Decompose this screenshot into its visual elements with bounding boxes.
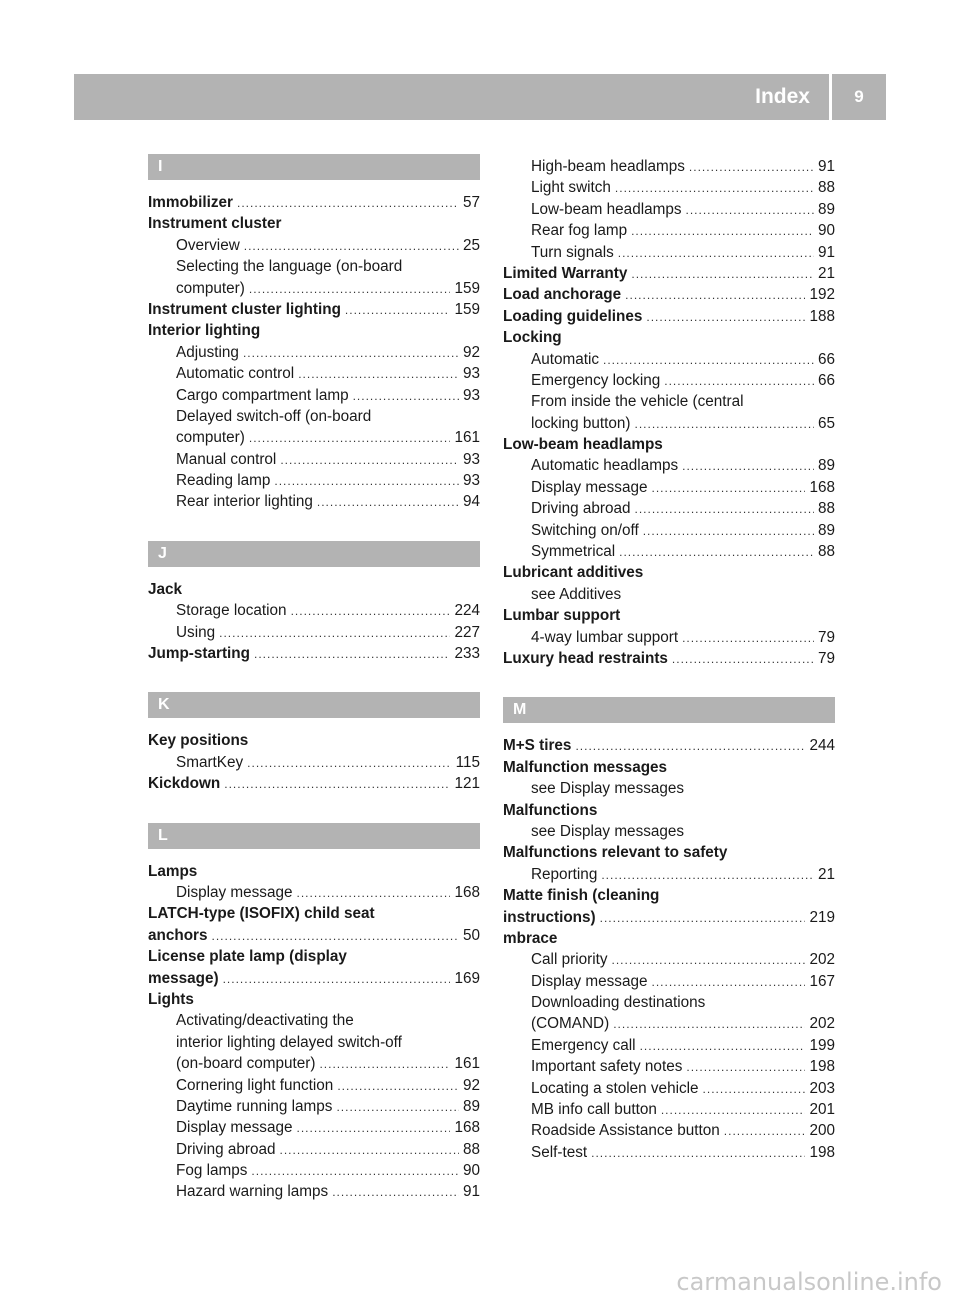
- index-subentry: [148, 1032, 480, 1053]
- entry-label: (on-board computer): [176, 1055, 316, 1073]
- index-entry: [148, 579, 480, 600]
- dot-leader: [575, 736, 805, 757]
- entry-label: Fog lamps: [176, 1162, 248, 1180]
- entry-label: Load anchorage: [503, 286, 622, 304]
- page-reference[interactable]: 227: [454, 623, 480, 641]
- page-reference[interactable]: 92: [462, 343, 480, 361]
- page-reference[interactable]: 89: [817, 200, 835, 218]
- entry-label: Roadside Assistance button: [531, 1122, 720, 1140]
- page-reference[interactable]: 88: [462, 1140, 480, 1158]
- page-reference[interactable]: 169: [454, 969, 480, 987]
- entry-label: SmartKey: [176, 753, 244, 771]
- entry-label: Low-beam headlamps: [503, 436, 663, 454]
- dot-leader: [600, 908, 806, 929]
- entry-label: Delayed switch-off (on-board: [176, 407, 372, 425]
- page-number: 9: [854, 87, 864, 106]
- dot-leader: [298, 364, 459, 385]
- entry-label: Automatic headlamps: [531, 457, 679, 475]
- page-reference[interactable]: 192: [809, 286, 835, 304]
- dot-leader: [664, 371, 814, 392]
- index-subentry[interactable]: [503, 349, 835, 370]
- dot-leader: [274, 471, 459, 492]
- dot-leader: [601, 865, 814, 886]
- index-subentry[interactable]: [503, 1078, 835, 1099]
- index-subentry[interactable]: [503, 864, 835, 885]
- page-reference[interactable]: 188: [809, 307, 835, 325]
- dot-leader: [625, 285, 805, 306]
- index-subentry: [503, 778, 835, 799]
- entry-label: Call priority: [531, 951, 608, 969]
- dot-leader: [651, 478, 805, 499]
- entry-label: Malfunctions relevant to safety: [503, 844, 728, 862]
- index-entry: [503, 562, 835, 583]
- dot-leader: [336, 1097, 459, 1118]
- page-reference[interactable]: 93: [462, 386, 480, 404]
- page-reference[interactable]: 159: [454, 300, 480, 318]
- entry-label: Rear fog lamp: [531, 222, 628, 240]
- index-entry: [503, 434, 835, 455]
- entry-label: anchors: [148, 926, 208, 944]
- index-entry[interactable]: [148, 643, 480, 664]
- index-entry: [503, 885, 835, 906]
- entry-label: Low-beam headlamps: [531, 200, 682, 218]
- page-reference[interactable]: 201: [809, 1101, 835, 1119]
- index-subentry[interactable]: [148, 882, 480, 903]
- entry-label: Adjusting: [176, 343, 239, 361]
- dot-leader: [280, 450, 459, 471]
- entry-label: Lamps: [148, 862, 198, 880]
- dot-leader: [224, 774, 450, 795]
- page-reference[interactable]: 88: [817, 500, 835, 518]
- index-entry: [148, 946, 480, 967]
- entry-label: Light switch: [531, 179, 611, 197]
- page-reference[interactable]: 21: [817, 865, 835, 883]
- dot-leader: [682, 456, 814, 477]
- index-subentry: [148, 1010, 480, 1031]
- index-subentry[interactable]: [148, 427, 480, 448]
- index-entry[interactable]: [503, 306, 835, 327]
- index-subentry[interactable]: [503, 498, 835, 519]
- index-subentry[interactable]: [148, 1053, 480, 1074]
- index-entry: [148, 213, 480, 234]
- page-reference[interactable]: 198: [809, 1058, 835, 1076]
- dot-leader: [254, 644, 450, 665]
- index-entry: [503, 757, 835, 778]
- dot-leader: [634, 499, 814, 520]
- entry-label: Limited Warranty: [503, 264, 628, 282]
- entry-label: Key positions: [148, 732, 249, 750]
- index-subentry[interactable]: [503, 1035, 835, 1056]
- entry-label: instructions): [503, 908, 596, 926]
- index-entry: [503, 605, 835, 626]
- index-subentry[interactable]: [503, 971, 835, 992]
- page-reference[interactable]: 88: [817, 179, 835, 197]
- page-reference[interactable]: 66: [817, 350, 835, 368]
- entry-label: MB info call button: [531, 1101, 657, 1119]
- dot-leader: [345, 300, 451, 321]
- dot-leader: [317, 492, 459, 513]
- index-subentry[interactable]: [148, 1096, 480, 1117]
- section-gap: [148, 664, 480, 692]
- index-subentry[interactable]: [148, 235, 480, 256]
- index-subentry[interactable]: [503, 220, 835, 241]
- entry-label: Daytime running lamps: [176, 1097, 333, 1115]
- index-subentry[interactable]: [503, 199, 835, 220]
- entry-label: Cargo compartment lamp: [176, 386, 349, 404]
- page-reference[interactable]: 89: [817, 521, 835, 539]
- page-reference[interactable]: 161: [454, 1055, 480, 1073]
- index-entry[interactable]: [503, 284, 835, 305]
- index-subentry[interactable]: [503, 520, 835, 541]
- index-entry[interactable]: [148, 925, 480, 946]
- page-reference[interactable]: 203: [809, 1079, 835, 1097]
- entry-label: Lights: [148, 990, 194, 1008]
- index-entry[interactable]: [148, 192, 480, 213]
- index-subentry[interactable]: [503, 1099, 835, 1120]
- index-subentry[interactable]: [148, 1181, 480, 1202]
- entry-label: Turn signals: [531, 243, 614, 261]
- entry-label: High-beam headlamps: [531, 158, 685, 175]
- dot-leader: [591, 1143, 805, 1164]
- entry-label: Display message: [176, 1119, 293, 1137]
- entry-label: Automatic: [531, 350, 600, 368]
- dot-leader: [631, 264, 814, 285]
- index-entry: [148, 320, 480, 341]
- dot-leader: [296, 883, 450, 904]
- page-reference[interactable]: 90: [462, 1162, 480, 1180]
- entry-label: Important safety notes: [531, 1058, 683, 1076]
- index-entry: [503, 800, 835, 821]
- index-subentry: [503, 391, 835, 412]
- page-reference[interactable]: 50: [462, 926, 480, 944]
- dot-leader: [619, 542, 814, 563]
- index-subentry[interactable]: [148, 342, 480, 363]
- index-entry: [148, 730, 480, 751]
- index-subentry[interactable]: [148, 278, 480, 299]
- index-subentry[interactable]: [503, 413, 835, 434]
- page-reference[interactable]: 89: [462, 1097, 480, 1115]
- entry-label: Storage location: [176, 602, 287, 620]
- page-reference[interactable]: 66: [817, 371, 835, 389]
- entry-label: Malfunctions: [503, 801, 598, 819]
- dot-leader: [646, 307, 805, 328]
- dot-leader: [279, 1140, 459, 1161]
- page-reference[interactable]: 57: [462, 194, 480, 211]
- entry-label: Display message: [531, 972, 648, 990]
- entry-label: Interior lighting: [148, 322, 261, 340]
- entry-label: From inside the vehicle (central: [531, 393, 744, 411]
- index-subentry: [148, 256, 480, 277]
- dot-leader: [682, 628, 814, 649]
- page-reference[interactable]: 89: [817, 457, 835, 475]
- page-reference[interactable]: 219: [809, 908, 835, 926]
- entry-label: Instrument cluster lighting: [148, 300, 341, 318]
- index-subentry[interactable]: [503, 370, 835, 391]
- entry-label: (COMAND): [531, 1015, 610, 1033]
- dot-leader: [353, 386, 459, 407]
- index-subentry[interactable]: [148, 449, 480, 470]
- dot-leader: [703, 1079, 806, 1100]
- entry-label: Lumbar support: [503, 607, 621, 625]
- index-subentry[interactable]: [148, 385, 480, 406]
- dot-leader: [635, 414, 814, 435]
- page-reference[interactable]: 79: [817, 628, 835, 646]
- page-reference[interactable]: 93: [462, 365, 480, 383]
- entry-label: Cornering light function: [176, 1076, 334, 1094]
- index-subentry[interactable]: [503, 949, 835, 970]
- entry-label: Luxury head restraints: [503, 649, 668, 667]
- index-entry: [503, 928, 835, 949]
- page-reference[interactable]: 168: [454, 883, 480, 901]
- index-entry: [148, 989, 480, 1010]
- dot-leader: [319, 1054, 450, 1075]
- entry-label: see Display messages: [531, 822, 685, 840]
- page-reference[interactable]: 121: [454, 775, 480, 793]
- index-subentry[interactable]: [503, 1142, 835, 1163]
- dot-leader: [244, 236, 459, 257]
- entry-label: Locating a stolen vehicle: [531, 1079, 699, 1097]
- entry-label: LATCH-type (ISOFIX) child seat: [148, 905, 375, 923]
- dot-leader: [643, 521, 814, 542]
- dot-leader: [337, 1076, 459, 1097]
- index-subentry[interactable]: [148, 363, 480, 384]
- page-reference[interactable]: 94: [462, 493, 480, 511]
- index-subentry[interactable]: [148, 1117, 480, 1138]
- dot-leader: [640, 1036, 806, 1057]
- entry-label: Locking: [503, 329, 562, 347]
- dot-leader: [249, 279, 451, 300]
- entry-label: locking button): [531, 414, 631, 432]
- index-subentry[interactable]: [148, 752, 480, 773]
- page-reference[interactable]: 202: [809, 951, 835, 969]
- entry-label: Immobilizer: [148, 194, 233, 211]
- page-reference[interactable]: 168: [809, 478, 835, 496]
- entry-label: Automatic control: [176, 365, 295, 383]
- index-entry: [148, 861, 480, 882]
- index-column-right: [503, 156, 835, 1163]
- page-reference[interactable]: 198: [809, 1143, 835, 1161]
- index-subentry[interactable]: [148, 600, 480, 621]
- dot-leader: [612, 950, 806, 971]
- dot-leader: [615, 178, 814, 199]
- index-entry[interactable]: [503, 263, 835, 284]
- entry-label: Display message: [531, 478, 648, 496]
- entry-label: Loading guidelines: [503, 307, 643, 325]
- page-reference[interactable]: 79: [817, 649, 835, 667]
- entry-label: mbrace: [503, 929, 558, 947]
- dot-leader: [223, 969, 451, 990]
- entry-label: Self-test: [531, 1143, 588, 1161]
- page-reference[interactable]: 167: [809, 972, 835, 990]
- page-header: [74, 74, 886, 120]
- page-reference[interactable]: 90: [817, 222, 835, 240]
- section-letter-heading: L: [148, 823, 480, 849]
- entry-label: computer): [176, 429, 245, 447]
- index-entry: [503, 842, 835, 863]
- entry-label: Matte finish (cleaning: [503, 887, 660, 905]
- entry-label: Overview: [176, 236, 240, 254]
- page-reference[interactable]: 91: [817, 243, 835, 261]
- page-reference[interactable]: 159: [454, 279, 480, 297]
- section-letter-heading: K: [148, 692, 480, 718]
- entry-label: Manual control: [176, 450, 277, 468]
- index-subentry[interactable]: [503, 156, 835, 177]
- dot-leader: [212, 926, 459, 947]
- dot-leader: [651, 972, 805, 993]
- index-column-left: [148, 154, 480, 1203]
- page-reference[interactable]: 161: [454, 429, 480, 447]
- dot-leader: [219, 623, 450, 644]
- entry-label: Display message: [176, 883, 293, 901]
- dot-leader: [247, 753, 451, 774]
- entry-label: Lubricant additives: [503, 564, 644, 582]
- index-subentry: [503, 992, 835, 1013]
- index-subentry: [148, 406, 480, 427]
- section-letter-heading: I: [148, 154, 480, 180]
- index-subentry[interactable]: [148, 491, 480, 512]
- entry-label: Emergency locking: [531, 371, 661, 389]
- index-subentry[interactable]: [503, 1056, 835, 1077]
- entry-label: Emergency call: [531, 1036, 636, 1054]
- page-reference[interactable]: 168: [454, 1119, 480, 1137]
- header-title: Index: [755, 85, 810, 108]
- entry-label: Jump-starting: [148, 645, 250, 663]
- index-subentry[interactable]: [503, 541, 835, 562]
- section-letter-heading: J: [148, 541, 480, 567]
- entry-label: Reading lamp: [176, 472, 271, 490]
- index-subentry[interactable]: [148, 1160, 480, 1181]
- index-entry[interactable]: [503, 907, 835, 928]
- entry-label: Jack: [148, 580, 183, 598]
- dot-leader: [618, 243, 814, 264]
- section-gap: [503, 669, 835, 697]
- page-reference[interactable]: 233: [454, 645, 480, 663]
- index-entry[interactable]: [148, 299, 480, 320]
- dot-leader: [603, 350, 814, 371]
- section-gap: [148, 795, 480, 823]
- entry-label: computer): [176, 279, 245, 297]
- section-gap: [148, 513, 480, 541]
- entry-label: Selecting the language (on-board: [176, 258, 403, 276]
- page-reference[interactable]: 21: [817, 264, 835, 282]
- dot-leader: [686, 200, 814, 221]
- dot-leader: [251, 1161, 459, 1182]
- index-subentry: [503, 584, 835, 605]
- dot-leader: [689, 157, 814, 178]
- index-subentry[interactable]: [148, 1075, 480, 1096]
- page-reference[interactable]: 200: [809, 1122, 835, 1140]
- dot-leader: [296, 1118, 450, 1139]
- page-reference[interactable]: 88: [817, 543, 835, 561]
- index-entry[interactable]: [503, 648, 835, 669]
- index-subentry[interactable]: [148, 622, 480, 643]
- page-reference[interactable]: 91: [462, 1183, 480, 1201]
- entry-label: see Display messages: [531, 780, 685, 798]
- page-reference[interactable]: 65: [817, 414, 835, 432]
- index-subentry[interactable]: [503, 627, 835, 648]
- index-entry[interactable]: [148, 968, 480, 989]
- page-reference[interactable]: 244: [809, 737, 835, 755]
- dot-leader: [631, 221, 814, 242]
- dot-leader: [724, 1121, 806, 1142]
- entry-label: 4-way lumbar support: [531, 628, 679, 646]
- index-subentry[interactable]: [503, 242, 835, 263]
- entry-label: Rear interior lighting: [176, 493, 313, 511]
- index-subentry[interactable]: [503, 1120, 835, 1141]
- page-reference[interactable]: 202: [809, 1015, 835, 1033]
- dot-leader: [237, 193, 459, 214]
- section-letter-heading: M: [503, 697, 835, 723]
- index-subentry[interactable]: [148, 1139, 480, 1160]
- entry-label: see Additives: [531, 585, 622, 603]
- index-entry[interactable]: [148, 773, 480, 794]
- dot-leader: [332, 1182, 459, 1203]
- index-subentry: [503, 821, 835, 842]
- dot-leader: [672, 649, 814, 670]
- page-reference[interactable]: 93: [462, 450, 480, 468]
- index-subentry[interactable]: [503, 477, 835, 498]
- entry-label: Reporting: [531, 865, 598, 883]
- entry-label: interior lighting delayed switch-off: [176, 1033, 402, 1051]
- page-reference[interactable]: 91: [817, 158, 835, 175]
- dot-leader: [686, 1057, 805, 1078]
- dot-leader: [613, 1014, 805, 1035]
- entry-label: message): [148, 969, 219, 987]
- entry-label: Activating/deactivating the: [176, 1012, 354, 1030]
- page-reference[interactable]: 93: [462, 472, 480, 490]
- entry-label: M+S tires: [503, 737, 572, 755]
- entry-label: Switching on/off: [531, 521, 639, 539]
- index-subentry[interactable]: [503, 177, 835, 198]
- entry-label: Instrument cluster: [148, 215, 282, 233]
- watermark: carmanualsonline.info: [676, 1268, 942, 1296]
- page-reference[interactable]: 115: [455, 753, 480, 771]
- entry-label: Driving abroad: [531, 500, 631, 518]
- page-reference[interactable]: 199: [809, 1036, 835, 1054]
- page-reference[interactable]: 224: [454, 602, 480, 620]
- index-subentry[interactable]: [148, 470, 480, 491]
- entry-label: Malfunction messages: [503, 758, 668, 776]
- dot-leader: [249, 428, 451, 449]
- entry-label: Hazard warning lamps: [176, 1183, 329, 1201]
- entry-label: Using: [176, 623, 216, 641]
- page-reference[interactable]: 25: [462, 236, 480, 254]
- index-entry: [503, 327, 835, 348]
- page-reference[interactable]: 92: [462, 1076, 480, 1094]
- dot-leader: [661, 1100, 806, 1121]
- dot-leader: [243, 343, 459, 364]
- index-subentry[interactable]: [503, 1013, 835, 1034]
- entry-label: Symmetrical: [531, 543, 616, 561]
- entry-label: Downloading destinations: [531, 994, 706, 1012]
- index-subentry[interactable]: [503, 455, 835, 476]
- index-entry[interactable]: [503, 735, 835, 756]
- index-entry: [148, 903, 480, 924]
- entry-label: Driving abroad: [176, 1140, 276, 1158]
- entry-label: License plate lamp (display: [148, 948, 347, 966]
- entry-label: Kickdown: [148, 775, 221, 793]
- dot-leader: [291, 601, 451, 622]
